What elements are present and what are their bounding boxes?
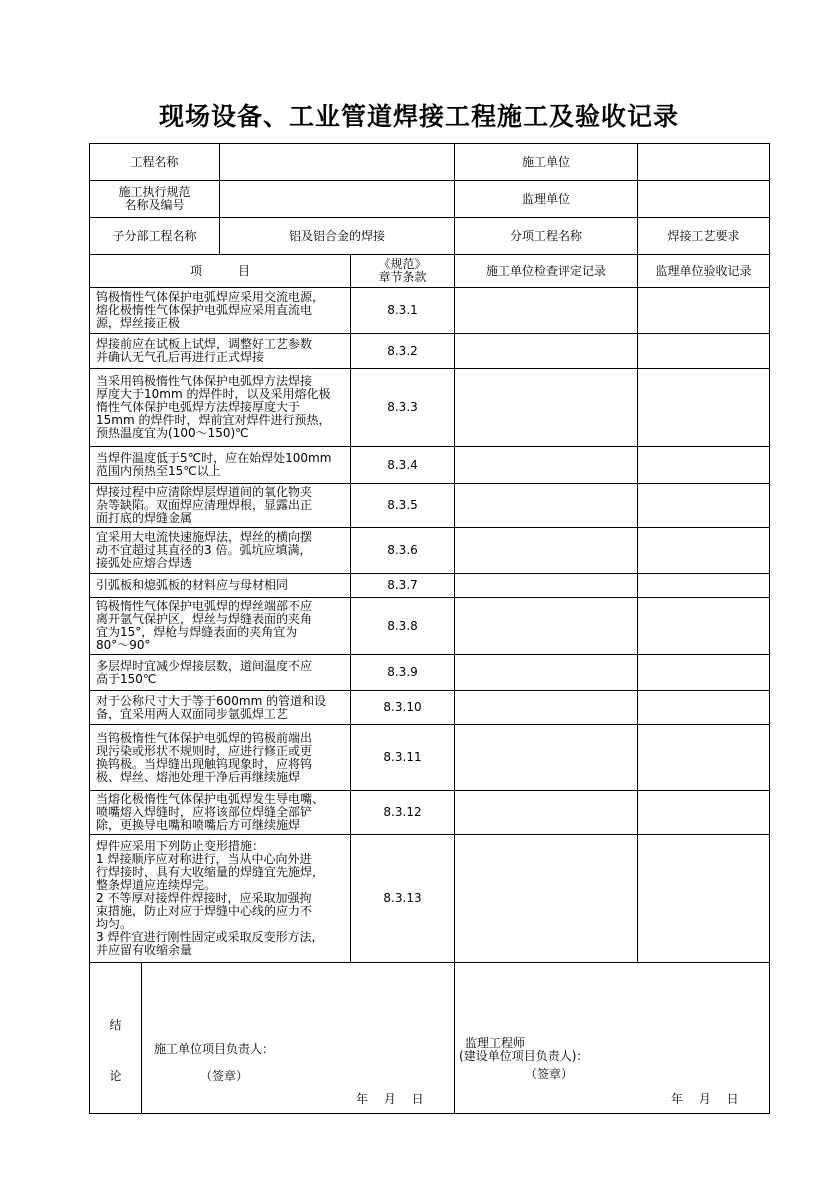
supervision-check-cell[interactable]	[638, 369, 770, 447]
supervision-seal-label: （签章）	[525, 1067, 574, 1081]
supervision-unit-label: 监理单位	[455, 181, 638, 218]
item-description-line: 对于公称尺寸大于等于600mm 的管道和设	[96, 693, 327, 708]
item-description-line: 熔化极惰性气体保护电弧焊应采用直流电	[96, 303, 313, 317]
table-row	[90, 334, 770, 369]
item-description-line: 当焊件温度低于5℃时，应在始焊处100mm	[96, 451, 332, 465]
supervisor-label-line2: (建设单位项目负责人)：	[459, 1049, 589, 1063]
item-description	[90, 691, 351, 725]
item-description-line: 动不宜超过其直径的3 倍。弧坑应填满，	[96, 543, 312, 557]
item-description-line: 面打底的焊缝金属	[96, 511, 193, 525]
clause-code: 8.3.9	[351, 655, 455, 691]
clause-code: 8.3.7	[351, 574, 455, 598]
item-description	[90, 484, 351, 528]
construction-check-cell[interactable]	[455, 528, 638, 574]
item-description-line: 预热温度宜为(100～150)℃	[96, 426, 249, 440]
item-description-line: 15mm 的焊件时，焊前宜对焊件进行预热，	[96, 413, 331, 427]
project-name-field[interactable]	[220, 144, 455, 181]
sub-project-label: 子分部工程名称	[90, 218, 220, 255]
clause-code: 8.3.1	[351, 288, 455, 334]
supervision-check-cell[interactable]	[638, 447, 770, 484]
table-row	[90, 528, 770, 574]
item-description	[90, 447, 351, 484]
construction-person-label: 施工单位项目负责人：	[154, 1042, 275, 1056]
construction-unit-label: 施工单位	[455, 144, 638, 181]
item-description-line: 并确认无气孔后再进行正式焊接	[96, 350, 265, 364]
item-description-line: 多层焊时宜减少焊接层数，道间温度不应	[96, 658, 313, 673]
table-row	[90, 725, 770, 791]
column-clause-line1: 《规范》	[378, 257, 427, 271]
construction-check-cell[interactable]	[455, 369, 638, 447]
standard-label	[90, 181, 220, 218]
table-row	[90, 655, 770, 691]
page-title: 现场设备、工业管道焊接工程施工及验收记录	[158, 102, 679, 131]
standard-label-line2: 名称及编号	[124, 198, 185, 212]
item-description-line: 当采用钨极惰性气体保护电弧焊方法焊接	[96, 374, 313, 388]
header-row-standard	[90, 181, 770, 218]
header-row-subproject	[90, 218, 770, 255]
item-description-line: 接弧处应熔合焊透	[96, 556, 193, 570]
construction-seal-label: （签章）	[200, 1069, 249, 1083]
clause-code: 8.3.10	[351, 691, 455, 725]
item-description-line: 焊接过程中应清除焊层焊道间的氧化物夹	[96, 485, 313, 499]
item-description-line: 1 焊接顺序应对称进行，当从中心向外进	[96, 852, 312, 866]
item-description-line: 当熔化极惰性气体保护电弧焊发生导电嘴、	[96, 792, 325, 806]
item-description-line: 80°～90°	[96, 638, 151, 652]
supervision-conclusion-cell[interactable]	[455, 963, 770, 1114]
item-description	[90, 598, 351, 655]
construction-conclusion-cell[interactable]	[142, 963, 455, 1114]
column-header-row	[90, 255, 770, 288]
supervision-check-cell[interactable]	[638, 484, 770, 528]
construction-check-cell[interactable]	[455, 574, 638, 598]
supervision-check-cell[interactable]	[638, 725, 770, 791]
conclusion-row	[90, 963, 770, 1114]
supervision-check-cell[interactable]	[638, 691, 770, 725]
column-construction-check-header: 施工单位检查评定记录	[455, 255, 638, 288]
item-project-label: 分项工程名称	[455, 218, 638, 255]
supervision-check-cell[interactable]	[638, 835, 770, 963]
inspection-items	[90, 288, 770, 963]
item-description-line: 离开氩气保护区，焊丝与焊缝表面的夹角	[96, 612, 313, 626]
table-row	[90, 835, 770, 963]
header-row-project	[90, 144, 770, 181]
table-row	[90, 447, 770, 484]
item-description	[90, 334, 351, 369]
item-description-line: 均匀。	[96, 917, 133, 931]
item-description-line: 厚度大于10mm 的焊件时，以及采用熔化极	[96, 387, 331, 401]
supervision-check-cell[interactable]	[638, 334, 770, 369]
table-row	[90, 484, 770, 528]
conclusion-label-char1: 结	[109, 1018, 122, 1032]
clause-code: 8.3.3	[351, 369, 455, 447]
item-description-line: 高于150℃	[96, 671, 157, 686]
item-description-line: 惰性气体保护电弧焊方法焊接厚度大于	[96, 400, 301, 414]
item-description-line: 宜采用大电流快速施焊法，焊丝的横向摆	[96, 530, 313, 544]
clause-code: 8.3.2	[351, 334, 455, 369]
item-description	[90, 655, 351, 691]
record-form-table	[89, 143, 770, 1114]
clause-code: 8.3.4	[351, 447, 455, 484]
column-clause-line2: 章节条款	[378, 270, 427, 284]
supervision-check-cell[interactable]	[638, 791, 770, 835]
item-description-line: 宜为15°，焊枪与焊缝表面的夹角宜为	[96, 625, 298, 639]
item-description	[90, 528, 351, 574]
item-description-line: 范围内预热至15℃以上	[96, 464, 221, 478]
construction-check-cell[interactable]	[455, 835, 638, 963]
supervisor-label-line1: 监理工程师	[465, 1036, 526, 1050]
conclusion-label-char2: 论	[109, 1069, 122, 1083]
sub-project-value[interactable]: 铝及铝合金的焊接	[220, 218, 455, 255]
item-description-line: 换钨极。当焊缝出现触钨现象时，应将钨	[96, 756, 313, 771]
construction-check-cell[interactable]	[455, 484, 638, 528]
construction-check-cell[interactable]	[455, 334, 638, 369]
supervision-check-cell[interactable]	[638, 598, 770, 655]
item-description-line: 钨极惰性气体保护电弧焊的焊丝端部不应	[96, 599, 313, 613]
item-description-line: 现污染或形状不规则时，应进行修正或更	[96, 743, 313, 758]
item-description-line: 钨极惰性气体保护电弧焊应采用交流电源，	[96, 290, 325, 304]
construction-check-cell[interactable]	[455, 791, 638, 835]
item-description-line: 备，宜采用两人双面同步氩弧焊工艺	[96, 706, 289, 721]
construction-date-label: 年 月 日	[356, 1092, 424, 1106]
table-row	[90, 791, 770, 835]
table-row	[90, 598, 770, 655]
table-row	[90, 369, 770, 447]
item-description-line: 焊件应采用下列防止变形措施：	[96, 839, 265, 853]
supervision-check-cell[interactable]	[638, 288, 770, 334]
item-description	[90, 288, 351, 334]
column-supervision-check-header: 监理单位验收记录	[638, 255, 770, 288]
clause-code: 8.3.6	[351, 528, 455, 574]
item-description-line: 行焊接时，具有大收缩量的焊缝宜先施焊，	[96, 865, 325, 879]
item-description-line: 当钨极惰性气体保护电弧焊的钨极前端出	[96, 730, 313, 745]
supervision-unit-field[interactable]	[638, 181, 770, 218]
item-description	[90, 369, 351, 447]
item-description-line: 极、焊丝、熔池处理干净后再继续施焊	[96, 769, 301, 784]
conclusion-label	[90, 963, 142, 1114]
item-description	[90, 574, 351, 598]
construction-unit-field[interactable]	[638, 144, 770, 181]
item-project-value[interactable]: 焊接工艺要求	[638, 218, 770, 255]
table-row	[90, 574, 770, 598]
clause-code: 8.3.12	[351, 791, 455, 835]
construction-check-cell[interactable]	[455, 725, 638, 791]
column-clause-header	[351, 255, 455, 288]
table-row	[90, 288, 770, 334]
supervision-check-cell[interactable]	[638, 655, 770, 691]
standard-field[interactable]	[220, 181, 455, 218]
construction-check-cell[interactable]	[455, 598, 638, 655]
supervision-check-cell[interactable]	[638, 574, 770, 598]
item-description-line: 除，更换导电嘴和喷嘴后方可继续施焊	[96, 818, 301, 832]
item-description-line: 束措施，防止对应于焊缝中心线的应力不	[96, 904, 313, 918]
clause-code: 8.3.13	[351, 835, 455, 963]
item-description-line: 杂等缺陷。双面焊应清理焊根，显露出正	[96, 498, 313, 512]
item-description-line: 并应留有收缩余量	[96, 943, 193, 957]
item-description-line: 整条焊道应连续焊完。	[96, 878, 217, 892]
construction-check-cell[interactable]	[455, 655, 638, 691]
construction-check-cell[interactable]	[455, 288, 638, 334]
supervision-check-cell[interactable]	[638, 528, 770, 574]
item-description-line: 喷嘴熔入焊缝时，应将该部位焊缝全部铲	[96, 805, 313, 819]
item-description-line: 引弧板和熄弧板的材料应与母材相同	[96, 578, 289, 592]
clause-code: 8.3.11	[351, 725, 455, 791]
clause-code: 8.3.8	[351, 598, 455, 655]
item-description-line: 源，焊丝接正极	[96, 316, 181, 330]
item-description	[90, 791, 351, 835]
construction-check-cell[interactable]	[455, 691, 638, 725]
clause-code: 8.3.5	[351, 484, 455, 528]
column-item-header: 项 目	[90, 255, 351, 288]
project-name-label: 工程名称	[90, 144, 220, 181]
item-description	[90, 725, 351, 791]
standard-label-line1: 施工执行规范	[118, 185, 191, 199]
item-description-line: 3 焊件宜进行刚性固定或采取反变形方法，	[96, 930, 324, 944]
item-description-line: 焊接前应在试板上试焊，调整好工艺参数	[96, 337, 313, 351]
item-description	[90, 835, 351, 963]
construction-check-cell[interactable]	[455, 447, 638, 484]
supervision-date-label: 年 月 日	[671, 1092, 739, 1106]
item-description-line: 2 不等厚对接焊件焊接时，应采取加强拘	[96, 891, 312, 905]
table-row	[90, 691, 770, 725]
